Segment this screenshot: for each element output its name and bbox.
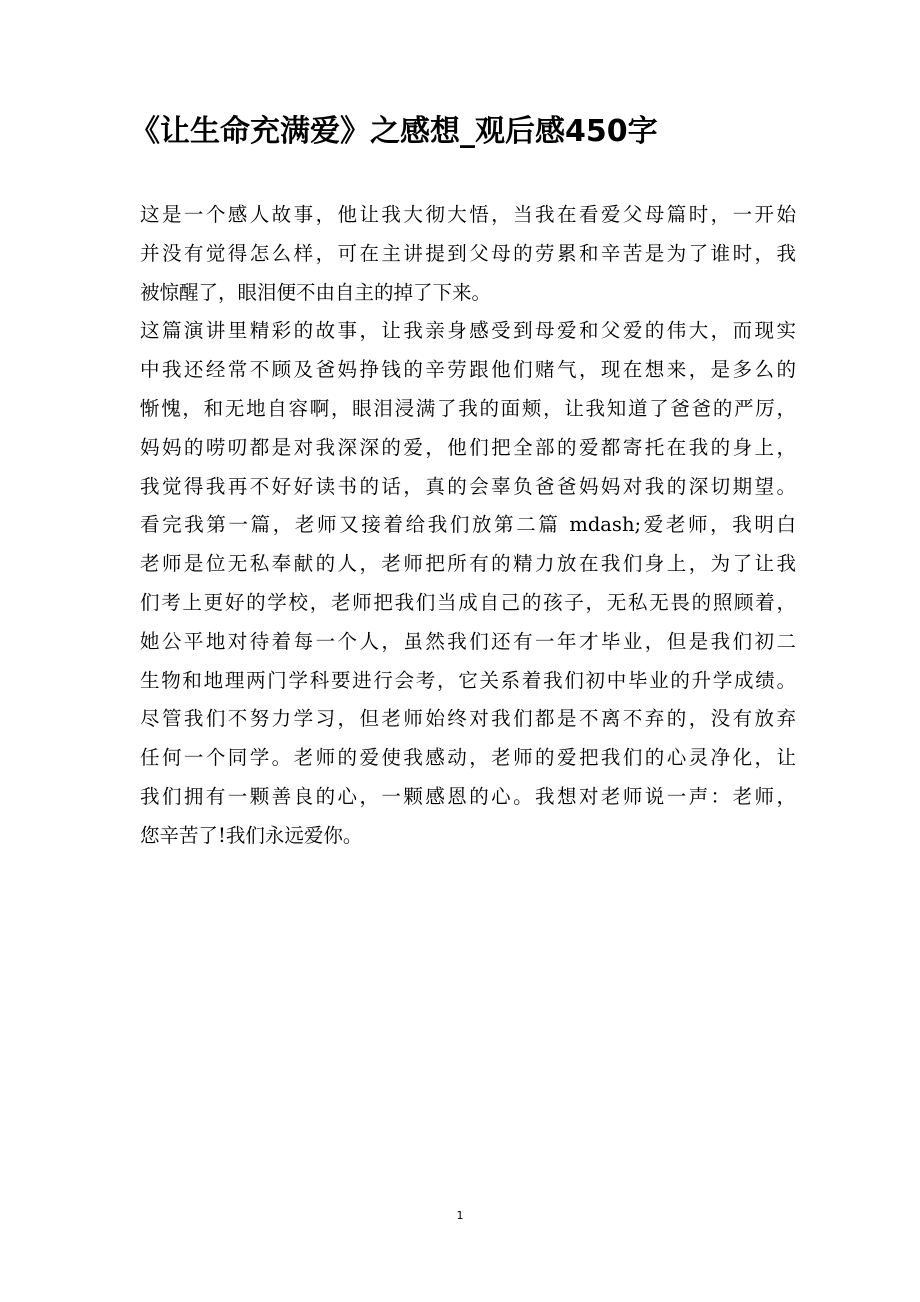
body-line: 并没有觉得怎么样，可在主讲提到父母的劳累和辛苦是为了谁时，我	[140, 241, 796, 265]
body-line: 妈妈的唠叨都是对我深深的爱，他们把全部的爱都寄托在我的身上，	[140, 435, 796, 459]
body-line: 们考上更好的学校，老师把我们当成自己的孩子，无私无畏的照顾着，	[140, 590, 796, 614]
body-line: 尽管我们不努力学习，但老师始终对我们都是不离不弃的，没有放弃	[140, 707, 796, 731]
body-line: 被惊醒了，眼泪便不由自主的掉了下来。	[140, 280, 492, 304]
body-line: 看完我第一篇，老师又接着给我们放第二篇 mdash;爱老师，我明白	[140, 513, 796, 537]
body-line: 您辛苦了!我们永远爱你。	[140, 823, 363, 847]
body-line: 任何一个同学。老师的爱使我感动，老师的爱把我们的心灵净化，让	[140, 746, 796, 770]
body-line: 生物和地理两门学科要进行会考，它关系着我们初中毕业的升学成绩。	[140, 668, 796, 692]
body-line: 中我还经常不顾及爸妈挣钱的辛劳跟他们赌气，现在想来，是多么的	[140, 358, 796, 382]
document-title: 《让生命充满爱》之感想_观后感450字	[130, 114, 658, 149]
body-line: 老师是位无私奉献的人，老师把所有的精力放在我们身上，为了让我	[140, 552, 796, 576]
body-line: 这是一个感人故事，他让我大彻大悟，当我在看爱父母篇时，一开始	[140, 203, 796, 226]
body-line: 她公平地对待着每一个人，虽然我们还有一年才毕业，但是我们初二	[140, 629, 796, 653]
page-number: 1	[456, 1209, 464, 1222]
document-body	[140, 196, 796, 856]
body-line: 我们拥有一颗善良的心，一颗感恩的心。我想对老师说一声：老师，	[140, 784, 796, 808]
body-line: 我觉得我再不好好读书的话，真的会辜负爸爸妈妈对我的深切期望。	[140, 474, 796, 498]
body-line: 惭愧，和无地自容啊，眼泪浸满了我的面颊，让我知道了爸爸的严厉，	[140, 396, 796, 420]
body-line: 这篇演讲里精彩的故事，让我亲身感受到母爱和父爱的伟大，而现实	[140, 319, 796, 343]
